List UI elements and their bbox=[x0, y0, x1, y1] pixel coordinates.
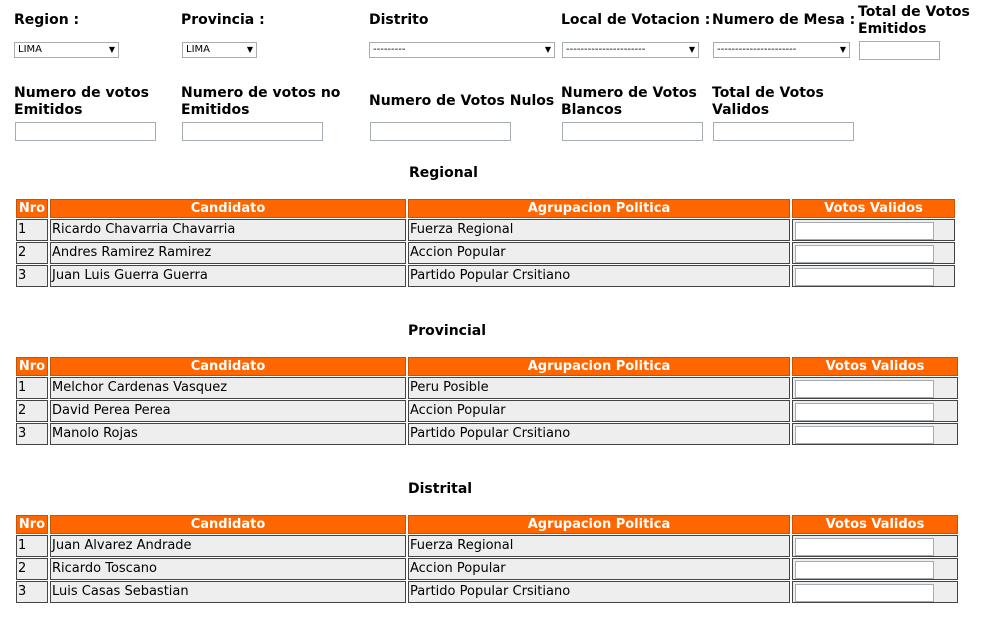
header-nro: Nro bbox=[16, 199, 48, 218]
cell-candidato: Juan Luis Guerra Guerra bbox=[50, 265, 406, 287]
provincia-select[interactable] bbox=[182, 42, 257, 58]
header-candidato: Candidato bbox=[50, 199, 406, 218]
region-select-value: LIMA bbox=[18, 44, 42, 55]
header-candidato: Candidato bbox=[50, 357, 406, 376]
cell-candidato: Manolo Rojas bbox=[50, 423, 406, 445]
cell-agrupacion: Accion Popular bbox=[408, 558, 790, 580]
cell-nro: 1 bbox=[16, 377, 48, 399]
cell-votos bbox=[792, 581, 958, 603]
cell-candidato: Melchor Cardenas Vasquez bbox=[50, 377, 406, 399]
chevron-down-icon: ▼ bbox=[688, 45, 695, 54]
header-nro: Nro bbox=[16, 357, 48, 376]
header-votos: Votos Validos bbox=[792, 515, 958, 534]
emitidos-label-line1: Numero de votos bbox=[14, 85, 149, 101]
cell-candidato: Andres Ramirez Ramirez bbox=[50, 242, 406, 264]
no-emitidos-label-line1: Numero de votos no bbox=[181, 85, 341, 101]
cell-votos bbox=[792, 242, 955, 264]
mesa-label: Numero de Mesa : bbox=[712, 12, 856, 28]
table-row bbox=[16, 265, 955, 287]
mesa-select-value: ---------------------- bbox=[717, 44, 797, 55]
cell-votos bbox=[792, 265, 955, 287]
cell-candidato: Luis Casas Sebastian bbox=[50, 581, 406, 603]
cell-nro: 1 bbox=[16, 219, 48, 241]
votos-validos-input[interactable] bbox=[795, 222, 934, 240]
blancos-label bbox=[561, 85, 697, 119]
cell-candidato: David Perea Perea bbox=[50, 400, 406, 422]
total-emitidos-label-line2: Emitidos bbox=[858, 21, 927, 37]
table-header-row bbox=[16, 357, 958, 376]
votos-validos-input[interactable] bbox=[795, 584, 934, 602]
provincia-select-value: LIMA bbox=[186, 44, 210, 55]
votos-validos-input[interactable] bbox=[795, 561, 934, 579]
header-agrupacion: Agrupacion Politica bbox=[408, 357, 790, 376]
validos-label bbox=[712, 85, 824, 119]
total-emitidos-input[interactable] bbox=[859, 41, 940, 60]
nulos-label: Numero de Votos Nulos bbox=[369, 93, 555, 109]
section-title-provincial: Provincial bbox=[408, 323, 487, 339]
votos-validos-input[interactable] bbox=[795, 245, 934, 263]
header-votos: Votos Validos bbox=[792, 357, 958, 376]
blancos-label-line1: Numero de Votos bbox=[561, 85, 697, 101]
cell-candidato: Ricardo Chavarria Chavarria bbox=[50, 219, 406, 241]
provincia-label: Provincia : bbox=[181, 12, 265, 28]
chevron-down-icon: ▼ bbox=[246, 45, 253, 54]
cell-agrupacion: Fuerza Regional bbox=[408, 219, 790, 241]
header-votos: Votos Validos bbox=[792, 199, 955, 218]
table-row bbox=[16, 581, 958, 603]
table-header-row bbox=[16, 515, 958, 534]
cell-nro: 1 bbox=[16, 535, 48, 557]
mesa-select[interactable] bbox=[713, 42, 850, 58]
blancos-label-line2: Blancos bbox=[561, 102, 623, 118]
cell-votos bbox=[792, 535, 958, 557]
votos-validos-input[interactable] bbox=[795, 426, 934, 444]
provincial-table bbox=[14, 356, 960, 446]
cell-nro: 2 bbox=[16, 558, 48, 580]
no-emitidos-label-line2: Emitidos bbox=[181, 102, 250, 118]
emitidos-label-line2: Emitidos bbox=[14, 102, 83, 118]
cell-nro: 3 bbox=[16, 265, 48, 287]
table-row bbox=[16, 219, 955, 241]
table-row bbox=[16, 377, 958, 399]
cell-nro: 3 bbox=[16, 581, 48, 603]
cell-candidato: Juan Alvarez Andrade bbox=[50, 535, 406, 557]
validos-input[interactable] bbox=[713, 122, 854, 141]
table-row bbox=[16, 535, 958, 557]
cell-candidato: Ricardo Toscano bbox=[50, 558, 406, 580]
cell-agrupacion: Peru Posible bbox=[408, 377, 790, 399]
validos-label-line1: Total de Votos bbox=[712, 85, 824, 101]
distrito-label: Distrito bbox=[369, 12, 429, 28]
no-emitidos-label bbox=[181, 85, 340, 119]
header-candidato: Candidato bbox=[50, 515, 406, 534]
table-row bbox=[16, 558, 958, 580]
local-select[interactable] bbox=[562, 42, 699, 58]
cell-nro: 2 bbox=[16, 400, 48, 422]
local-label: Local de Votacion : bbox=[561, 12, 711, 28]
distrito-select[interactable] bbox=[369, 42, 555, 58]
cell-agrupacion: Partido Popular Crsitiano bbox=[408, 265, 790, 287]
no-emitidos-input[interactable] bbox=[182, 122, 323, 141]
regional-table bbox=[14, 198, 957, 288]
table-row bbox=[16, 242, 955, 264]
emitidos-input[interactable] bbox=[15, 122, 156, 141]
cell-nro: 2 bbox=[16, 242, 48, 264]
total-emitidos-label bbox=[858, 4, 970, 38]
header-nro: Nro bbox=[16, 515, 48, 534]
table-row bbox=[16, 400, 958, 422]
validos-label-line2: Validos bbox=[712, 102, 770, 118]
cell-agrupacion: Fuerza Regional bbox=[408, 535, 790, 557]
cell-agrupacion: Partido Popular Crsitiano bbox=[408, 423, 790, 445]
distrito-select-value: --------- bbox=[373, 44, 406, 55]
nulos-input[interactable] bbox=[370, 122, 511, 141]
section-title-distrital: Distrital bbox=[408, 481, 473, 497]
section-title-regional: Regional bbox=[409, 165, 478, 181]
cell-votos bbox=[792, 558, 958, 580]
cell-agrupacion: Accion Popular bbox=[408, 242, 790, 264]
region-label: Region : bbox=[14, 12, 80, 28]
cell-votos bbox=[792, 400, 958, 422]
region-select[interactable] bbox=[14, 42, 119, 58]
distrital-table bbox=[14, 514, 960, 604]
chevron-down-icon: ▼ bbox=[108, 45, 115, 54]
votos-validos-input[interactable] bbox=[795, 403, 934, 421]
cell-votos bbox=[792, 377, 958, 399]
blancos-input[interactable] bbox=[562, 122, 703, 141]
votos-validos-input[interactable] bbox=[795, 380, 934, 398]
cell-agrupacion: Accion Popular bbox=[408, 400, 790, 422]
votos-validos-input[interactable] bbox=[795, 538, 934, 556]
cell-nro: 3 bbox=[16, 423, 48, 445]
table-row bbox=[16, 423, 958, 445]
table-header-row bbox=[16, 199, 955, 218]
cell-votos bbox=[792, 219, 955, 241]
header-agrupacion: Agrupacion Politica bbox=[408, 199, 790, 218]
emitidos-label bbox=[14, 85, 149, 119]
total-emitidos-label-line1: Total de Votos bbox=[858, 4, 970, 20]
cell-votos bbox=[792, 423, 958, 445]
chevron-down-icon: ▼ bbox=[544, 45, 551, 54]
cell-agrupacion: Partido Popular Crsitiano bbox=[408, 581, 790, 603]
chevron-down-icon: ▼ bbox=[839, 45, 846, 54]
header-agrupacion: Agrupacion Politica bbox=[408, 515, 790, 534]
votos-validos-input[interactable] bbox=[795, 268, 934, 286]
local-select-value: ---------------------- bbox=[566, 44, 646, 55]
